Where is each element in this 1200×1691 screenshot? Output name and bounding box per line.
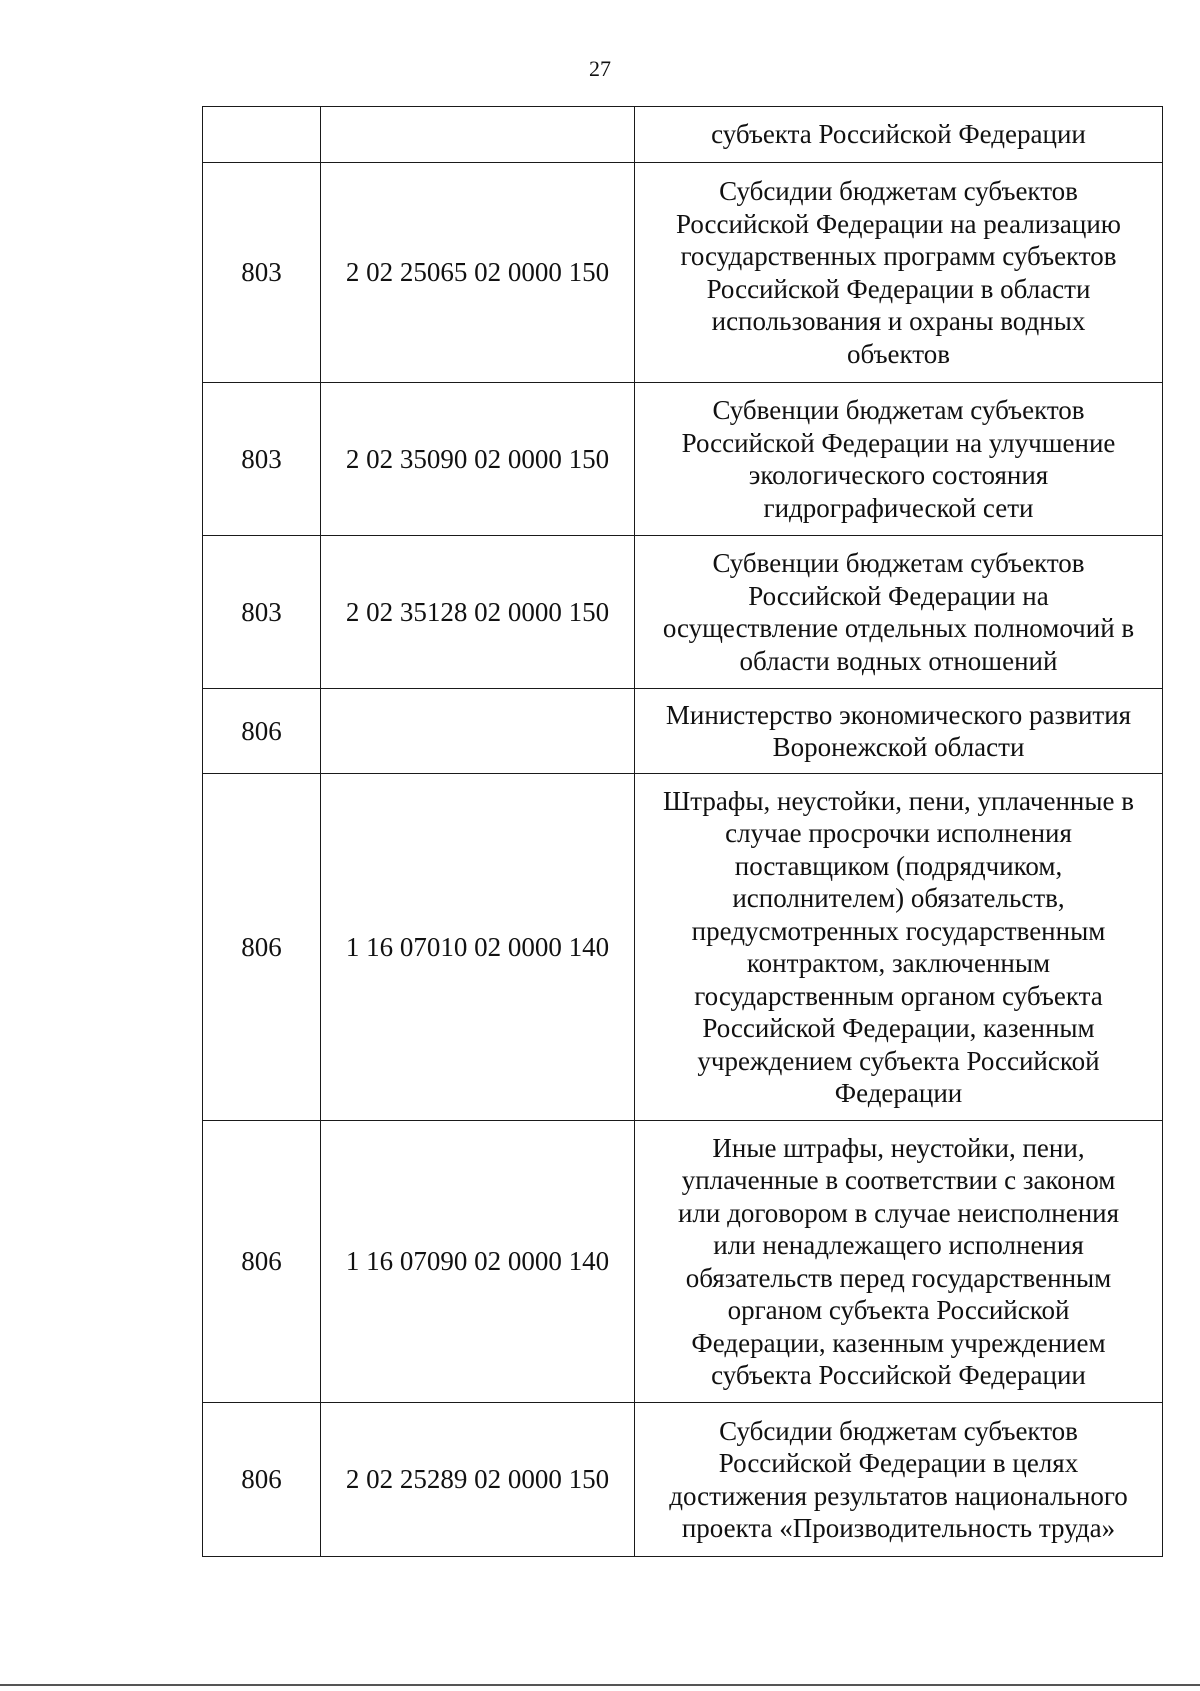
page-number: 27 (589, 56, 611, 81)
revenue-codes-table (202, 106, 1163, 1557)
budget-code-cell (321, 107, 635, 163)
budget-code-cell: 1 16 07010 02 0000 140 (321, 774, 635, 1121)
budget-code-cell: 2 02 35090 02 0000 150 (321, 383, 635, 536)
description-text: Министерство экономического развития Воронежской области (665, 699, 1132, 762)
table-row (203, 774, 1163, 1121)
table-row (203, 689, 1163, 774)
description-text: Субсидии бюджетам субъектов Российской Федерации в целях достижения результатов национального проекта «Производительность труда» (669, 1415, 1128, 1543)
budget-code-cell: 1 16 07090 02 0000 140 (321, 1121, 635, 1403)
description-cell (635, 383, 1163, 536)
budget-code-cell: 2 02 25065 02 0000 150 (321, 163, 635, 383)
description-cell (635, 774, 1163, 1121)
table-row (203, 107, 1163, 163)
admin-code-cell: 806 (203, 689, 321, 774)
description-text: Субвенции бюджетам субъектов Российской Федерации на осуществление отдельных полномочий в области водных отношений (662, 548, 1135, 676)
description-text: Субвенции бюджетам субъектов Российской Федерации на улучшение экологического состояния гидрографической сети (681, 395, 1116, 523)
description-text: субъекта Российской Федерации (711, 119, 1086, 150)
description-cell (635, 536, 1163, 689)
admin-code-cell: 803 (203, 383, 321, 536)
table-row (203, 536, 1163, 689)
budget-code-cell (321, 689, 635, 774)
admin-code-cell: 806 (203, 1403, 321, 1557)
table-row (203, 383, 1163, 536)
budget-code-cell: 2 02 35128 02 0000 150 (321, 536, 635, 689)
description-cell (635, 107, 1163, 163)
budget-code-cell: 2 02 25289 02 0000 150 (321, 1403, 635, 1557)
admin-code-cell: 806 (203, 1121, 321, 1403)
admin-code-cell: 806 (203, 774, 321, 1121)
table-row (203, 1121, 1163, 1403)
description-text: Субсидии бюджетам субъектов Российской Федерации на реализацию государственных программ субъектов Российской Федерации в области использования и охраны водных объектов (676, 176, 1121, 369)
description-cell (635, 163, 1163, 383)
description-cell (635, 1403, 1163, 1557)
table-row (203, 1403, 1163, 1557)
description-cell (635, 689, 1163, 774)
admin-code-cell: 803 (203, 163, 321, 383)
table-row (203, 163, 1163, 383)
page-bottom-edge (0, 1684, 1200, 1686)
description-text: Иные штрафы, неустойки, пени, уплаченные в соответствии с законом или договором в случае неисполнения или ненадлежащего исполнения обязательств перед государственным органом субъекта Российской Федерации, казенным учреждением субъекта Российской Федерации (677, 1132, 1120, 1390)
admin-code-cell (203, 107, 321, 163)
description-cell (635, 1121, 1163, 1403)
admin-code-cell: 803 (203, 536, 321, 689)
description-text: Штрафы, неустойки, пени, уплаченные в случае просрочки исполнения поставщиком (подрядчиком, исполнителем) обязательств, предусмотренных государственным контрактом, заключенным государственным органом субъекта Российской Федерации, казенным учреждением субъекта Российской Федерации (663, 785, 1134, 1108)
